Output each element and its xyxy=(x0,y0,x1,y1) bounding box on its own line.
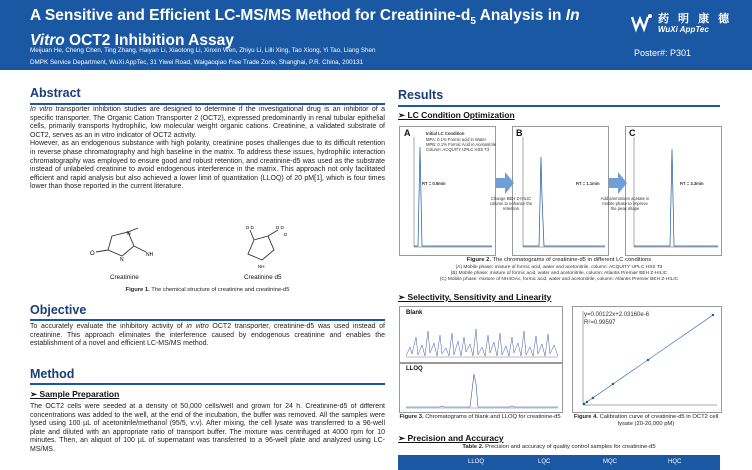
affiliation: DMPK Service Department, WuXi AppTec, 31 Yiwei Road, Waigaoqiao Free Trade Zone, Shanghai, P.R. China, 200131 xyxy=(30,59,364,66)
lc-box-line2: MPB: 0.1% Formic Acid in Acetonitrile xyxy=(426,142,497,147)
svg-text:D: D xyxy=(284,232,288,237)
table-col-lqc: LQC xyxy=(538,459,551,465)
lloq-chromatogram xyxy=(399,363,563,413)
creatinine-structure xyxy=(90,226,160,272)
authors: Meijuan He, Cheng Chen, Ting Zhang, Haiyan Li, Xiaotong Li, Xinxin Wen, Zhiyu Li, Lilli Xing, Tao Xiong, Yi Tao, Liang Shen xyxy=(30,47,376,54)
caption-bold: Figure 4. xyxy=(573,414,598,420)
caption-bold: Figure 3. xyxy=(399,414,424,420)
rt-a: RT = 0.5min xyxy=(422,181,446,186)
poster-number: Poster#: P301 xyxy=(634,48,692,58)
ssl-heading: ➢ Selectivity, Sensitivity and Linearity xyxy=(398,292,552,302)
figure2-note-c: (C) Mobile phase: mixture of NH4OAc, formic acid, water and acetonitrile, column: Atlantis Premier BEH Z-HILIC xyxy=(439,277,679,282)
svg-text:N: N xyxy=(120,257,124,263)
lc-box-title: Initial LC Condition xyxy=(426,131,465,136)
pa-heading: ➢ Precision and Accuracy xyxy=(398,433,504,443)
poster-header xyxy=(0,0,752,70)
lc-heading-text: LC Condition Optimization xyxy=(407,110,515,120)
creatinine-d5-structure xyxy=(238,222,298,272)
figure2-caption xyxy=(398,257,720,264)
abstract-rule xyxy=(30,103,385,105)
ssl-heading-text: Selectivity, Sensitivity and Linearity xyxy=(407,292,552,302)
title-part: Analysis in xyxy=(475,7,566,24)
logo-mark-icon xyxy=(630,11,654,35)
chromatogram-c xyxy=(625,126,722,256)
abstract-p1 xyxy=(30,106,385,140)
sample-prep-heading: ➢ Sample Preparation xyxy=(30,389,120,399)
panel-b-label: B xyxy=(516,128,523,138)
lloq-chromatogram-plot xyxy=(400,364,562,412)
abstract-text xyxy=(30,106,385,192)
caption-text: Precision and accuracy of quality control samples for creatinine-d5 xyxy=(483,444,656,450)
svg-text:NH: NH xyxy=(146,252,154,258)
caption-text: The chemical structure of creatinine and creatinine-d5 xyxy=(149,287,290,293)
figure1-caption xyxy=(30,287,385,294)
caption-text: Chromatograms of blank and LLOQ for creatinine-d5 xyxy=(423,414,561,420)
panel-c-label: C xyxy=(629,128,636,138)
objective-text-b: OCT2 transporter, creatinine-d5 was used instead of creatinine. This approach eliminates the interference caused by endogenous creatinine and enables the establishment of a novel and efficient LC-MS/MS method. xyxy=(30,323,385,348)
caption-bold: Figure 2. xyxy=(466,257,491,263)
figure2-note-a: (A) Mobile phase: mixture of formic acid, water and acetonitrile, column: ACQUITY UPLC HSS T3 xyxy=(455,265,663,270)
lc-box-line3: Column: ACQUITY UPLC HSS T3 xyxy=(426,147,490,152)
lloq-label: LLOQ xyxy=(406,366,423,372)
method-text: The OCT2 cells were seeded at a density of 50,000 cells/well and grown for 24 h. Creatinine-d5 of different concentrations was added to the well, at the end of the incubation, the buffer was removed. All the samples were lysed using 100 µL of acetonitrile/methanol (95/5, v:v). After mixing, the cell lysate was transferred to a 96-well plate and diluted with an appropriate ratio of transport buffer. The mixture was centrifuged at 4000 rpm for 10 minutes. Then, an aliquot of 100 µL of supernatant was transferred to a 96-well plate and analyzed using LC-MS/MS. xyxy=(30,403,385,453)
lc-box-line1: MPA: 0.1% Formic acid in Water xyxy=(426,137,487,142)
poster-title xyxy=(30,6,610,50)
arrow-right-icon xyxy=(609,172,627,194)
sample-prep-heading-text: Sample Preparation xyxy=(39,389,120,399)
blank-chromatogram xyxy=(399,306,563,363)
italic: In vitro xyxy=(30,106,53,113)
results-heading: Results xyxy=(398,88,444,102)
pa-heading-text: Precision and Accuracy xyxy=(407,433,504,443)
arrow2-note: Add ammonium acetate in mobile phase to improve the peak shape xyxy=(600,196,650,211)
arrow1-note: Change BEH Z-HILIC column to enhance the retention xyxy=(489,196,533,211)
italic: in vitro xyxy=(186,323,209,330)
blank-label: Blank xyxy=(406,310,423,316)
objective-text-a: To accurately evaluate the inhibitory activity of xyxy=(30,323,187,330)
chromatogram-c-plot xyxy=(626,127,721,255)
calibration-r2: R²=0.99597 xyxy=(584,320,616,326)
logo-english: WuXi AppTec xyxy=(658,25,709,34)
figure2-note-b: (B) Mobile phase: mixture of formic acid, water and acetonitrile, column: Atlantis Premier BEH Z-HILIC xyxy=(450,271,668,276)
table-col-mqc: MQC xyxy=(603,459,617,465)
table-col-lloq: LLOQ xyxy=(468,459,485,465)
blank-chromatogram-plot xyxy=(400,307,562,362)
results-rule xyxy=(398,105,720,107)
abstract-p2: However, as an endogenous substance with high polarity, creatinine poses challenges due to its difficult retention in reverse phase chromatography and high baseline in the matrix. To address these issues, hydrophilic interaction chromatography was employed to ensure good and robust retention, and creatinine-d5 was used as the substrate instead of unlabeled creatinine to avoid endogenous interference in the matrix. This approach not only facilitated efficient and rapid analysis but also achieved a lower limit of quantitation (LLOQ) of 20 pM[1], which is four times lower than those reported in the current literature. xyxy=(30,140,385,191)
arrow-right-icon xyxy=(496,172,514,194)
title-part: A Sensitive and Efficient LC-MS/MS Method for Creatinine-d xyxy=(30,7,471,24)
figure4-caption xyxy=(572,414,720,428)
svg-text:D D: D D xyxy=(276,225,284,230)
logo-chinese: 药 明 康 德 xyxy=(658,13,733,25)
chromatogram-b-plot xyxy=(513,127,608,255)
method-rule xyxy=(30,383,385,385)
rt-b: RT = 1.1min xyxy=(576,181,600,186)
table-col-hqc: HQC xyxy=(668,459,682,465)
table2-caption xyxy=(398,444,720,451)
chromatogram-b xyxy=(512,126,609,256)
caption-text: Calibration curve of creatinine-d5 in OCT2 cell lysate (20-20,000 pM) xyxy=(597,414,719,427)
objective-heading: Objective xyxy=(30,303,87,317)
caption-bold: Table 2. xyxy=(462,444,484,450)
abstract-heading: Abstract xyxy=(30,86,81,100)
svg-text:O: O xyxy=(90,251,95,257)
abstract-p1-text: transporter inhibition studies are designed to determine if the investigational drug is an inhibitor of a specific transporter. The Organic Cation Transporter 2 (OCT2), expressed predominantly in renal tubular epithelial cells, primarily transports hydrophilic, low molecular weight organic cations. Creatinine, a validated substrate of OCT2, serves as an in vitro indicator of OCT2 activity. xyxy=(30,106,385,139)
svg-text:D D: D D xyxy=(246,225,254,230)
wuxi-logo xyxy=(628,8,733,38)
caption-text: The chromatograms of creatinine-d5 in different LC conditions xyxy=(490,257,652,263)
title-italic: Vitro xyxy=(30,32,65,50)
lc-heading: ➢ LC Condition Optimization xyxy=(398,110,515,120)
objective-rule xyxy=(30,319,385,321)
svg-text:N: N xyxy=(127,231,131,237)
caption-bold: Figure 1. xyxy=(125,287,150,293)
objective-text xyxy=(30,323,385,349)
title-part: OCT2 Inhibition Assay xyxy=(64,32,234,50)
svg-text:NH: NH xyxy=(258,264,265,269)
creatinine-label: Creatinine xyxy=(110,274,139,281)
creatinine-d5-label: Creatinine d5 xyxy=(244,274,282,281)
panel-a-label: A xyxy=(404,128,411,138)
figure3-caption xyxy=(399,414,561,421)
rt-c: RT = 3.3min xyxy=(680,181,704,186)
title-italic: In xyxy=(565,7,580,24)
method-heading: Method xyxy=(30,367,75,381)
table2-header xyxy=(398,455,720,470)
title-sub: 5 xyxy=(470,16,476,28)
calibration-equation: y=0.00122x+2.03160e-6 xyxy=(584,312,650,318)
